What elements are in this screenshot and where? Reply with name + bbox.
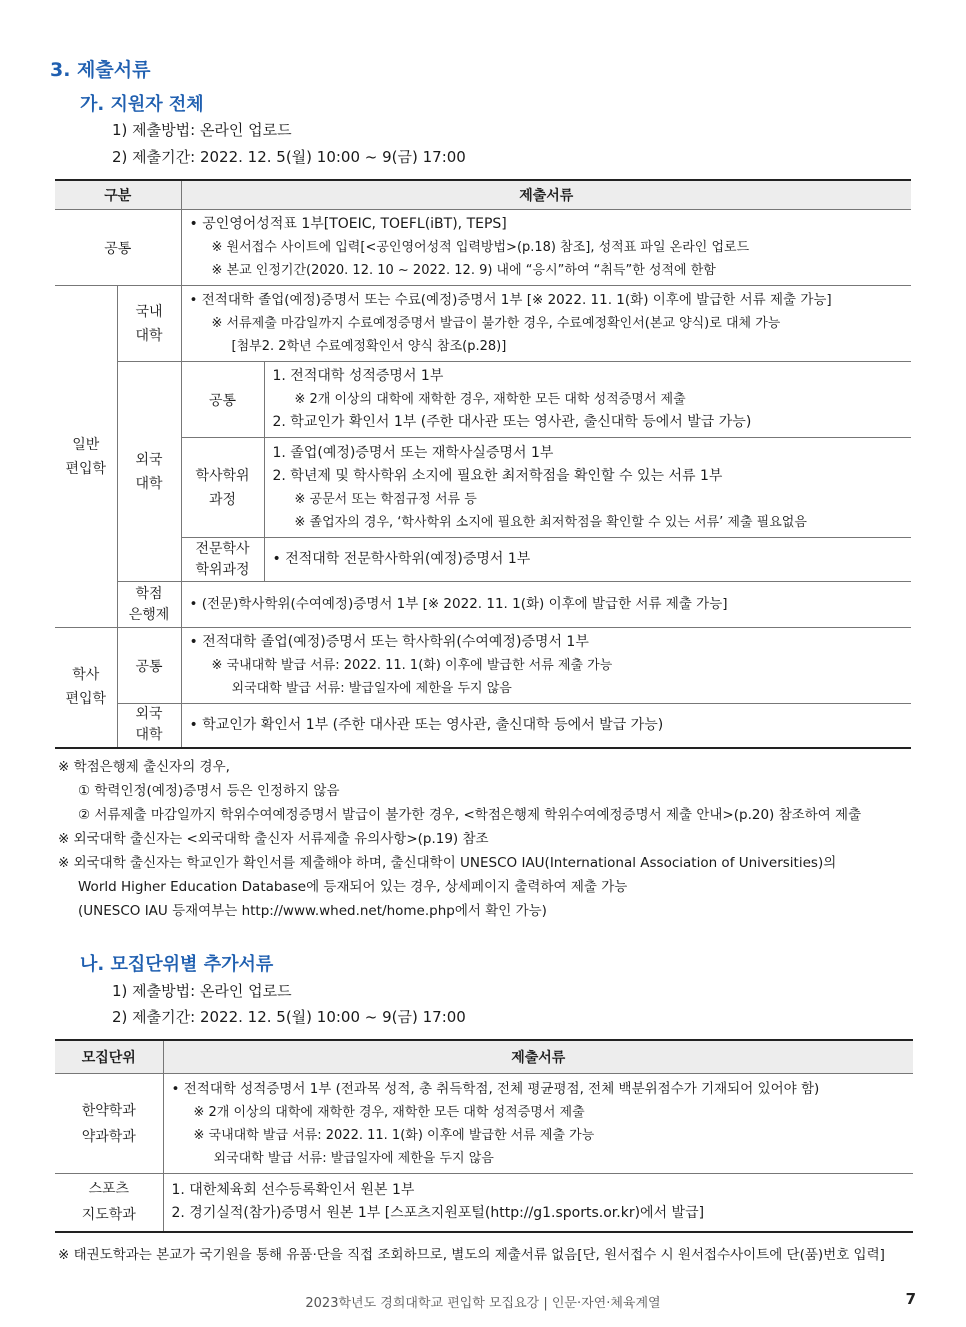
part-a-method: 1) 제출방법: 온라인 업로드 [112, 121, 292, 139]
note-line: ① 학력인정(예정)증명서 등은 인정하지 않음 [78, 783, 340, 799]
foreign-common-label: 공통 [181, 362, 264, 438]
note-line: (UNESCO IAU 등재여부는 http://www.whed.net/home.php에서 확인 가능) [78, 903, 547, 919]
section-title: 3. 제출서류 [50, 59, 151, 81]
bt-foreign-label: 외국 대학 [117, 704, 181, 748]
sports-docs: 1. 대한체육회 선수등록확인서 원본 1부 2. 경기실적(참가)증명서 원본 1부 [스포츠지원포털(http://g1.sports.or.kr)에서 발급] [163, 1174, 913, 1232]
bachelor-course-label: 학사학위 과정 [181, 438, 264, 538]
note-line: World Higher Education Database에 등재되어 있는 경우, 상세페이지 출력하여 제출 가능 [78, 879, 628, 895]
page-number: 7 [905, 1290, 916, 1308]
common-label: 공통 [55, 210, 181, 286]
general-transfer-label: 일반 편입학 [55, 286, 117, 628]
credit-bank-label: 학점 은행제 [117, 582, 181, 628]
pharmacy-docs: • 전적대학 성적증명서 1부 (전과목 성적, 총 취득학점, 전체 평균평점, 전체 백분위점수가 기재되어 있어야 함) ※ 2개 이상의 대학에 재학한 경우, 재학한 모든 대학 성적증명서 제출 ※ 국내대학 발급 서류: 2022. 11. 1(화) 이후에 발급한 서류 제출 가능 외국대학 발급 서류: 발급일자에 제한을 두지 않음 [163, 1074, 913, 1174]
notes [58, 755, 938, 923]
note-line: ※ 외국대학 출신자는 학교인가 확인서를 제출해야 하며, 출신대학이 UNESCO IAU(International Association of Universities)의 [58, 855, 837, 871]
foreign-common-docs: 1. 전적대학 성적증명서 1부 ※ 2개 이상의 대학에 재학한 경우, 재학한 모든 대학 성적증명서 제출 2. 학교인가 확인서 1부 (주한 대사관 또는 영사관, 출신대학 등에서 발급 가능) [264, 362, 911, 438]
part-a-period: 2) 제출기간: 2022. 12. 5(월) 10:00 ~ 9(금) 17:00 [112, 148, 466, 166]
bt-foreign-docs: • 학교인가 확인서 1부 (주한 대사관 또는 영사관, 출신대학 등에서 발급 가능) [181, 704, 911, 748]
domestic-label: 국내 대학 [117, 286, 181, 362]
header-docs: 제출서류 [181, 180, 911, 210]
note-line: ② 서류제출 마감일까지 학위수여예정증명서 발급이 불가한 경우, <학점은행제 학위수여예정증명서 제출 안내>(p.20) 참조하여 제출 [78, 807, 862, 823]
part-b-period: 2) 제출기간: 2022. 12. 5(월) 10:00 ~ 9(금) 17:00 [112, 1008, 466, 1026]
unit-sports: 스포츠 지도학과 [55, 1174, 163, 1232]
foreign-label: 외국 대학 [117, 362, 181, 582]
header-unit: 모집단위 [55, 1040, 163, 1074]
part-a-title: 가. 지원자 전체 [80, 94, 204, 115]
part-b-title: 나. 모집단위별 추가서류 [80, 954, 274, 975]
page-footer: 2023학년도 경희대학교 편입학 모집요강 | 인문·자연·체육계열 [305, 1296, 661, 1311]
bt-common-docs: • 전적대학 졸업(예정)증명서 또는 학사학위(수여예정)증명서 1부 ※ 국내대학 발급 서류: 2022. 11. 1(화) 이후에 발급한 서류 제출 가능 외국대학 발급 서류: 발급일자에 제한을 두지 않음 [181, 628, 911, 704]
bt-common-label: 공통 [117, 628, 181, 704]
note-line: ※ 학점은행제 출신자의 경우, [58, 759, 230, 775]
domestic-docs: • 전적대학 졸업(예정)증명서 또는 수료(예정)증명서 1부 [※ 2022. 11. 1(화) 이후에 발급한 서류 제출 가능] ※ 서류제출 마감일까지 수료예정증명서 발급이 불가한 경우, 수료예정확인서(본교 양식)로 대체 가능 [첨부2. 2학년 수료예정확인서 양식 참조(p.28)] [181, 286, 911, 362]
unit-pharmacy: 한약학과 약과학과 [55, 1074, 163, 1174]
bachelor-transfer-label: 학사 편입학 [55, 628, 117, 748]
note-line: ※ 외국대학 출신자는 <외국대학 출신자 서류제출 유의사항>(p.19) 참조 [58, 831, 489, 847]
bachelor-course-docs: 1. 졸업(예정)증명서 또는 재학사실증명서 1부 2. 학년제 및 학사학위 소지에 필요한 최저학점을 확인할 수 있는 서류 1부 ※ 공문서 또는 학점규정 서류 등 ※ 졸업자의 경우, ‘학사학위 소지에 필요한 최저학점을 확인할 수 있는 서류’ 제출 필요없음 [264, 438, 911, 538]
header-category: 구분 [55, 180, 181, 210]
associate-course-docs: • 전적대학 전문학사학위(예정)증명서 1부 [264, 538, 911, 582]
bottom-note: ※ 태권도학과는 본교가 국기원을 통해 유품·단을 직접 조회하므로, 별도의 제출서류 없음[단, 원서접수 시 원서접수사이트에 단(품)번호 입력] [58, 1247, 885, 1263]
documents-table-b [55, 1039, 913, 1233]
header-docs-b: 제출서류 [163, 1040, 913, 1074]
credit-bank-docs: • (전문)학사학위(수여예정)증명서 1부 [※ 2022. 11. 1(화) 이후에 발급한 서류 제출 가능] [181, 582, 911, 628]
documents-table-a [55, 179, 911, 749]
associate-course-label: 전문학사 학위과정 [181, 538, 264, 582]
part-b-method: 1) 제출방법: 온라인 업로드 [112, 982, 292, 1000]
common-docs: • 공인영어성적표 1부[TOEIC, TOEFL(iBT), TEPS] ※ 원서접수 사이트에 입력[<공인영어성적 입력방법>(p.18) 참조], 성적표 파일 온라인 업로드 ※ 본교 인정기간(2020. 12. 10 ~ 2022. 12. 9) 내에 “응시”하여 “취득”한 성적에 한함 [181, 210, 911, 286]
